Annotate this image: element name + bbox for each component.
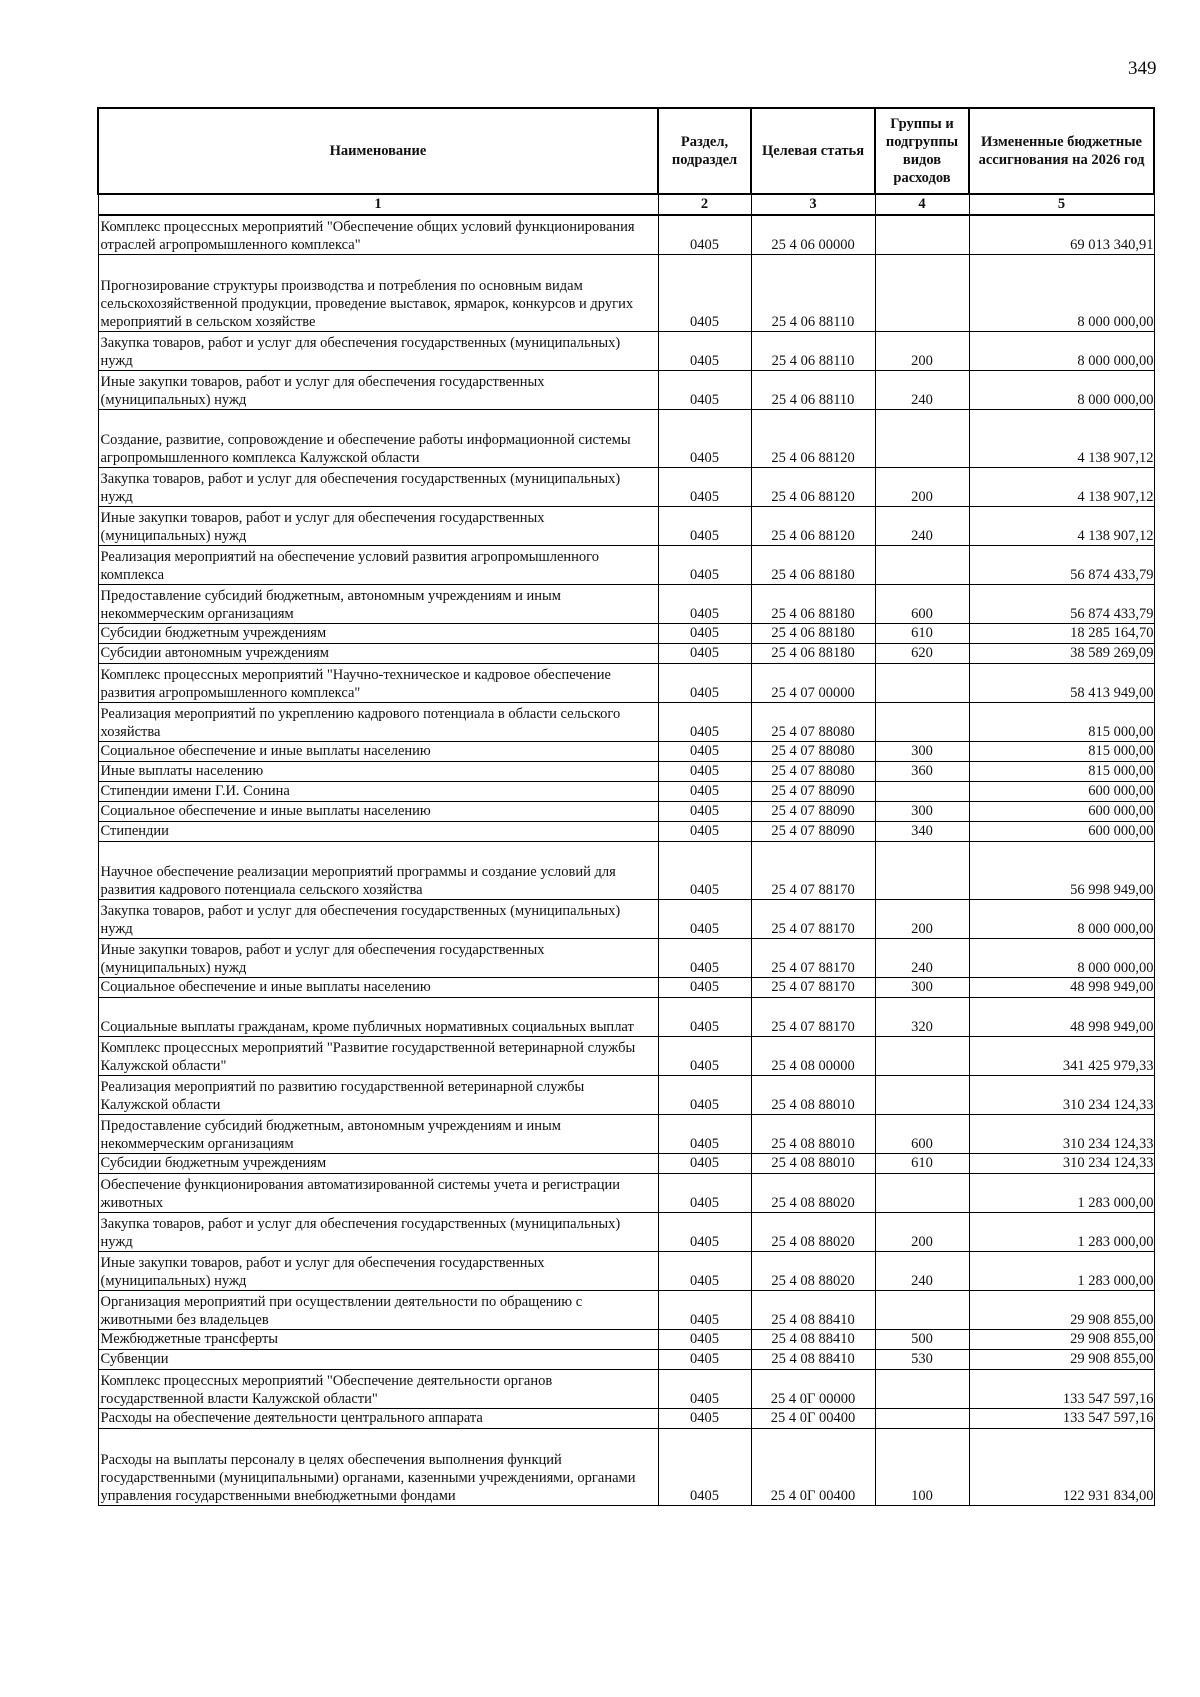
cell-amount: 8 000 000,00 [969,332,1154,371]
cell-article: 25 4 07 88090 [751,802,875,822]
cell-name: Социальное обеспечение и иные выплаты населению [98,978,658,998]
cell-amount: 18 285 164,70 [969,624,1154,644]
cell-section: 0405 [658,1154,751,1174]
table-row [98,1037,1154,1076]
cell-name: Закупка товаров, работ и услуг для обеспечения государственных (муниципальных) нужд [98,468,658,507]
header-number-1: 1 [98,194,658,215]
table-row [98,215,1154,255]
cell-amount: 38 589 269,09 [969,644,1154,664]
table-row [98,900,1154,939]
cell-amount: 58 413 949,00 [969,664,1154,703]
cell-name: Иные закупки товаров, работ и услуг для обеспечения государственных (муниципальных) нужд [98,1252,658,1291]
cell-section: 0405 [658,703,751,742]
cell-amount: 133 547 597,16 [969,1409,1154,1429]
budget-table [97,107,1155,1506]
cell-section: 0405 [658,468,751,507]
cell-section: 0405 [658,762,751,782]
cell-article: 25 4 06 88180 [751,546,875,585]
cell-article: 25 4 08 88410 [751,1330,875,1350]
cell-article: 25 4 07 00000 [751,664,875,703]
cell-group: 620 [875,644,969,664]
table-body [98,215,1154,1506]
cell-group: 240 [875,371,969,410]
cell-section: 0405 [658,998,751,1037]
cell-section: 0405 [658,507,751,546]
cell-article: 25 4 06 88110 [751,255,875,332]
cell-article: 25 4 08 88020 [751,1213,875,1252]
table-row [98,371,1154,410]
cell-amount: 815 000,00 [969,762,1154,782]
cell-group: 320 [875,998,969,1037]
cell-name: Комплекс процессных мероприятий "Развитие государственной ветеринарной службы Калужской области" [98,1037,658,1076]
table-row [98,1154,1154,1174]
table-row [98,1330,1154,1350]
table-row [98,332,1154,371]
cell-section: 0405 [658,546,751,585]
cell-article: 25 4 08 00000 [751,1037,875,1076]
cell-article: 25 4 0Г 00400 [751,1409,875,1429]
cell-section: 0405 [658,742,751,762]
cell-group: 500 [875,1330,969,1350]
table-row [98,762,1154,782]
cell-name: Расходы на обеспечение деятельности центрального аппарата [98,1409,658,1429]
header-amount: Измененные бюджетные ассигнования на 2026 год [969,108,1154,194]
table-row [98,842,1154,900]
cell-name: Субсидии бюджетным учреждениям [98,624,658,644]
cell-name: Социальные выплаты гражданам, кроме публичных нормативных социальных выплат [98,998,658,1037]
cell-group: 240 [875,1252,969,1291]
cell-amount: 29 908 855,00 [969,1291,1154,1330]
cell-article: 25 4 08 88010 [751,1076,875,1115]
cell-name: Стипендии [98,822,658,842]
cell-group [875,255,969,332]
cell-group: 200 [875,332,969,371]
cell-amount: 4 138 907,12 [969,468,1154,507]
cell-name: Научное обеспечение реализации мероприятий программы и создание условий для развития кадрового потенциала сельского хозяйства [98,842,658,900]
cell-section: 0405 [658,842,751,900]
cell-article: 25 4 08 88020 [751,1252,875,1291]
cell-name: Расходы на выплаты персоналу в целях обеспечения выполнения функций государственными (муниципальными) органами, казенными учреждениями, органами управления государственными внебюджетными фондами [98,1429,658,1506]
cell-group [875,1037,969,1076]
cell-name: Субвенции [98,1350,658,1370]
cell-name: Прогнозирование структуры производства и потребления по основным видам сельскохозяйственной продукции, проведение выставок, ярмарок, конкурсов и других мероприятий в сельском хозяйстве [98,255,658,332]
table-row [98,507,1154,546]
cell-section: 0405 [658,1115,751,1154]
cell-group [875,215,969,255]
cell-name: Закупка товаров, работ и услуг для обеспечения государственных (муниципальных) нужд [98,332,658,371]
cell-section: 0405 [658,255,751,332]
table-row [98,782,1154,802]
cell-group [875,410,969,468]
table-row [98,585,1154,624]
cell-section: 0405 [658,802,751,822]
cell-group: 300 [875,978,969,998]
cell-name: Реализация мероприятий по укреплению кадрового потенциала в области сельского хозяйства [98,703,658,742]
table-row [98,1370,1154,1409]
cell-amount: 56 874 433,79 [969,546,1154,585]
cell-amount: 8 000 000,00 [969,255,1154,332]
table-row [98,546,1154,585]
cell-group: 610 [875,624,969,644]
table-row [98,1115,1154,1154]
cell-group [875,1409,969,1429]
table-row [98,703,1154,742]
cell-group [875,1174,969,1213]
cell-name: Межбюджетные трансферты [98,1330,658,1350]
table-row [98,468,1154,507]
cell-group: 100 [875,1429,969,1506]
cell-article: 25 4 07 88170 [751,842,875,900]
table-row [98,1409,1154,1429]
cell-amount: 8 000 000,00 [969,939,1154,978]
cell-section: 0405 [658,664,751,703]
cell-section: 0405 [658,371,751,410]
cell-amount: 8 000 000,00 [969,371,1154,410]
cell-group: 610 [875,1154,969,1174]
table-row [98,742,1154,762]
cell-group: 600 [875,1115,969,1154]
cell-name: Комплекс процессных мероприятий "Обеспечение общих условий функционирования отраслей агропромышленного комплекса" [98,215,658,255]
cell-amount: 133 547 597,16 [969,1370,1154,1409]
cell-group [875,782,969,802]
cell-name: Иные закупки товаров, работ и услуг для обеспечения государственных (муниципальных) нужд [98,507,658,546]
cell-section: 0405 [658,1213,751,1252]
table-row [98,1429,1154,1506]
table-row [98,802,1154,822]
cell-article: 25 4 06 88180 [751,644,875,664]
cell-group: 300 [875,742,969,762]
cell-section: 0405 [658,585,751,624]
cell-group [875,703,969,742]
cell-group: 200 [875,1213,969,1252]
cell-section: 0405 [658,1330,751,1350]
cell-article: 25 4 07 88170 [751,939,875,978]
table-row [98,939,1154,978]
cell-name: Субсидии бюджетным учреждениям [98,1154,658,1174]
table-row [98,998,1154,1037]
cell-group: 200 [875,900,969,939]
cell-article: 25 4 07 88090 [751,782,875,802]
table-row [98,1291,1154,1330]
cell-article: 25 4 07 88170 [751,900,875,939]
table-row [98,644,1154,664]
cell-name: Организация мероприятий при осуществлении деятельности по обращению с животными без владельцев [98,1291,658,1330]
cell-amount: 122 931 834,00 [969,1429,1154,1506]
cell-amount: 310 234 124,33 [969,1154,1154,1174]
cell-article: 25 4 06 88120 [751,507,875,546]
cell-name: Создание, развитие, сопровождение и обеспечение работы информационной системы агропромышленного комплекса Калужской области [98,410,658,468]
header-group: Группы и подгруппы видов расходов [875,108,969,194]
cell-amount: 4 138 907,12 [969,410,1154,468]
cell-article: 25 4 07 88080 [751,742,875,762]
cell-amount: 29 908 855,00 [969,1350,1154,1370]
cell-amount: 310 234 124,33 [969,1115,1154,1154]
cell-section: 0405 [658,1350,751,1370]
cell-section: 0405 [658,644,751,664]
cell-name: Реализация мероприятий на обеспечение условий развития агропромышленного комплекса [98,546,658,585]
header-number-4: 4 [875,194,969,215]
cell-group: 340 [875,822,969,842]
cell-article: 25 4 08 88410 [751,1291,875,1330]
cell-name: Закупка товаров, работ и услуг для обеспечения государственных (муниципальных) нужд [98,1213,658,1252]
cell-section: 0405 [658,822,751,842]
cell-group [875,1291,969,1330]
table-row [98,1213,1154,1252]
cell-group [875,546,969,585]
cell-name: Иные выплаты населению [98,762,658,782]
cell-group [875,664,969,703]
cell-section: 0405 [658,624,751,644]
cell-group: 300 [875,802,969,822]
table-row [98,1174,1154,1213]
cell-article: 25 4 06 00000 [751,215,875,255]
cell-name: Стипендии имени Г.И. Сонина [98,782,658,802]
cell-name: Иные закупки товаров, работ и услуг для обеспечения государственных (муниципальных) нужд [98,371,658,410]
cell-name: Комплекс процессных мероприятий "Обеспечение деятельности органов государственной власти Калужской области" [98,1370,658,1409]
cell-name: Реализация мероприятий по развитию государственной ветеринарной службы Калужской области [98,1076,658,1115]
cell-amount: 69 013 340,91 [969,215,1154,255]
cell-article: 25 4 08 88410 [751,1350,875,1370]
cell-section: 0405 [658,782,751,802]
cell-article: 25 4 07 88090 [751,822,875,842]
header-section: Раздел, подраздел [658,108,751,194]
header-number-3: 3 [751,194,875,215]
cell-name: Обеспечение функционирования автоматизированной системы учета и регистрации животных [98,1174,658,1213]
cell-section: 0405 [658,900,751,939]
header-name: Наименование [98,108,658,194]
cell-amount: 29 908 855,00 [969,1330,1154,1350]
cell-amount: 815 000,00 [969,742,1154,762]
cell-article: 25 4 07 88170 [751,978,875,998]
cell-article: 25 4 06 88120 [751,410,875,468]
cell-group [875,842,969,900]
cell-group: 240 [875,507,969,546]
cell-section: 0405 [658,1252,751,1291]
cell-amount: 48 998 949,00 [969,998,1154,1037]
cell-amount: 56 998 949,00 [969,842,1154,900]
table-row [98,1076,1154,1115]
table-row [98,255,1154,332]
cell-article: 25 4 07 88080 [751,703,875,742]
table-row [98,410,1154,468]
cell-amount: 310 234 124,33 [969,1076,1154,1115]
cell-section: 0405 [658,1370,751,1409]
table-row [98,822,1154,842]
cell-amount: 1 283 000,00 [969,1174,1154,1213]
header-article: Целевая статья [751,108,875,194]
cell-article: 25 4 0Г 00400 [751,1429,875,1506]
cell-section: 0405 [658,410,751,468]
cell-group: 360 [875,762,969,782]
cell-group: 240 [875,939,969,978]
cell-name: Иные закупки товаров, работ и услуг для обеспечения государственных (муниципальных) нужд [98,939,658,978]
cell-amount: 600 000,00 [969,802,1154,822]
page-number: 349 [1128,58,1157,79]
cell-article: 25 4 06 88180 [751,624,875,644]
cell-group: 200 [875,468,969,507]
cell-amount: 600 000,00 [969,782,1154,802]
cell-name: Субсидии автономным учреждениям [98,644,658,664]
table-row [98,624,1154,644]
cell-section: 0405 [658,1174,751,1213]
cell-section: 0405 [658,1409,751,1429]
cell-article: 25 4 08 88020 [751,1174,875,1213]
cell-name: Закупка товаров, работ и услуг для обеспечения государственных (муниципальных) нужд [98,900,658,939]
cell-article: 25 4 07 88080 [751,762,875,782]
cell-section: 0405 [658,332,751,371]
cell-article: 25 4 08 88010 [751,1115,875,1154]
cell-name: Социальное обеспечение и иные выплаты населению [98,802,658,822]
cell-article: 25 4 07 88170 [751,998,875,1037]
table-row [98,978,1154,998]
table-row [98,1252,1154,1291]
table-row [98,664,1154,703]
cell-amount: 56 874 433,79 [969,585,1154,624]
cell-amount: 4 138 907,12 [969,507,1154,546]
cell-name: Предоставление субсидий бюджетным, автономным учреждениям и иным некоммерческим организациям [98,585,658,624]
cell-article: 25 4 06 88120 [751,468,875,507]
cell-section: 0405 [658,1429,751,1506]
cell-section: 0405 [658,1076,751,1115]
cell-group [875,1370,969,1409]
header-number-2: 2 [658,194,751,215]
cell-group: 530 [875,1350,969,1370]
cell-section: 0405 [658,215,751,255]
cell-name: Комплекс процессных мероприятий "Научно-техническое и кадровое обеспечение развития агропромышленного комплекса" [98,664,658,703]
cell-amount: 8 000 000,00 [969,900,1154,939]
cell-article: 25 4 0Г 00000 [751,1370,875,1409]
cell-name: Предоставление субсидий бюджетным, автономным учреждениям и иным некоммерческим организациям [98,1115,658,1154]
header-number-5: 5 [969,194,1154,215]
cell-section: 0405 [658,978,751,998]
table-row [98,1350,1154,1370]
cell-section: 0405 [658,939,751,978]
cell-amount: 1 283 000,00 [969,1213,1154,1252]
cell-amount: 341 425 979,33 [969,1037,1154,1076]
cell-group [875,1076,969,1115]
cell-section: 0405 [658,1037,751,1076]
cell-section: 0405 [658,1291,751,1330]
cell-amount: 1 283 000,00 [969,1252,1154,1291]
cell-name: Социальное обеспечение и иные выплаты населению [98,742,658,762]
cell-article: 25 4 06 88110 [751,332,875,371]
cell-amount: 815 000,00 [969,703,1154,742]
cell-amount: 600 000,00 [969,822,1154,842]
cell-article: 25 4 06 88180 [751,585,875,624]
cell-group: 600 [875,585,969,624]
cell-article: 25 4 08 88010 [751,1154,875,1174]
cell-amount: 48 998 949,00 [969,978,1154,998]
cell-article: 25 4 06 88110 [751,371,875,410]
